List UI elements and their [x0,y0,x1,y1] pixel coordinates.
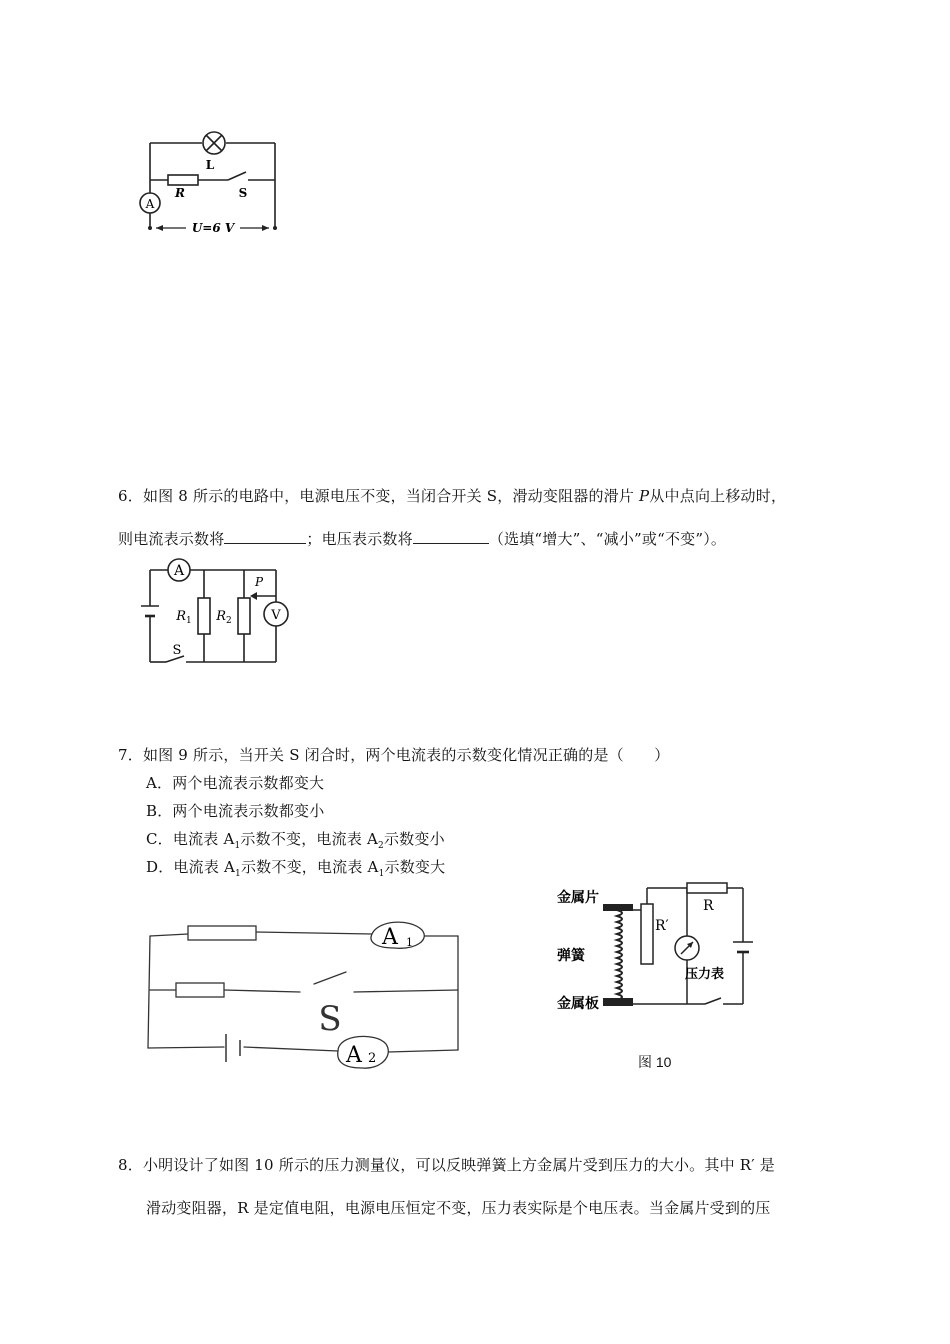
svg-text:A: A [346,1043,362,1068]
q8-line1: 8．小明设计了如图 10 所示的压力测量仪，可以反映弹簧上方金属片受到压力的大小。其中 R′ 是 [118,1156,776,1174]
q7-option-c: C．电流表 $A_1$示数不变，电流表 $A_2$示数变小 [146,830,445,851]
svg-text:S: S [318,999,342,1039]
ammeter-a1 [371,922,424,950]
battery-symbol [733,942,753,952]
svg-text:P: P [254,575,264,589]
lamp-circuit-figure [130,125,290,240]
figure-8-circuit [138,558,298,670]
resistor-r1 [198,598,210,634]
ammeter-symbol [140,193,160,213]
q8-line2: 滑动变阻器，R 是定值电阻，电源电压恒定不变，压力表实际是个电压表。当金属片受到的压 [146,1199,771,1217]
q6-line2: 则电流表示数将 ；电压表示数将 （选填“增大”、“减小”或“不变”）。 [118,530,727,548]
battery-symbol [141,606,159,616]
figure-10-circuit [555,880,765,1030]
voltmeter-symbol [264,602,288,626]
svg-text:压力表: 压力表 [685,967,725,982]
q7-option-a: A．两个电流表示数都变大 [146,774,325,792]
svg-text:A: A [382,925,398,950]
metal-plate [603,998,633,1006]
resistor-middle [176,983,224,997]
svg-text:金属片: 金属片 [557,890,599,906]
svg-text:L: L [205,158,215,172]
rheostat-r-prime [641,904,653,964]
svg-text:金属板: 金属板 [557,996,599,1012]
svg-text:V: V [271,608,281,623]
battery-symbol [226,1034,240,1062]
svg-text:R2: $R_2$ [216,609,232,626]
ammeter-symbol [168,559,190,581]
ammeter-a2 [338,1036,389,1068]
svg-text:2: 2 [368,1051,377,1066]
pressure-meter-symbol [675,936,699,960]
svg-text:弹簧: 弹簧 [557,948,585,964]
svg-text:S: S [172,643,182,658]
resistor-symbol [168,175,198,185]
svg-text:1: 1 [406,936,413,949]
q6-answer-blank-current[interactable] [224,529,306,544]
svg-text:R: R [175,186,185,200]
svg-text:R1: $R_1$ [176,609,192,626]
metal-sheet [603,904,633,911]
spring-symbol [617,910,622,1000]
lamp-symbol [203,132,225,154]
q6-line1: 6．如图 8 所示的电路中，电源电压不变，当闭合开关 S，滑动变阻器的滑片 P从中点向上移动时， [118,487,787,505]
svg-text:A: A [145,197,155,211]
svg-text:S: S [238,186,248,200]
figure-9-circuit [140,910,470,1085]
q7-option-b: B．两个电流表示数都变小 [146,802,325,820]
q7-option-d: D．电流表 $A_1$示数不变，电流表 $A_1$示数变大 [146,858,446,879]
svg-text:U=6 V: U=6 V [191,221,235,235]
resistor-r [687,883,727,893]
svg-text:R: R [703,898,714,914]
rheostat-r2 [238,598,250,634]
svg-text:R′: R′ [655,918,669,934]
slider-p-arrow [250,592,257,600]
q6-answer-blank-voltage[interactable] [413,529,489,544]
figure-10-caption: 图 10 [638,1054,672,1070]
svg-text:A: A [173,563,185,579]
resistor-top [188,926,256,940]
q7-stem: 7．如图 9 所示，当开关 S 闭合时，两个电流表的示数变化情况正确的是（ ） [118,746,670,764]
